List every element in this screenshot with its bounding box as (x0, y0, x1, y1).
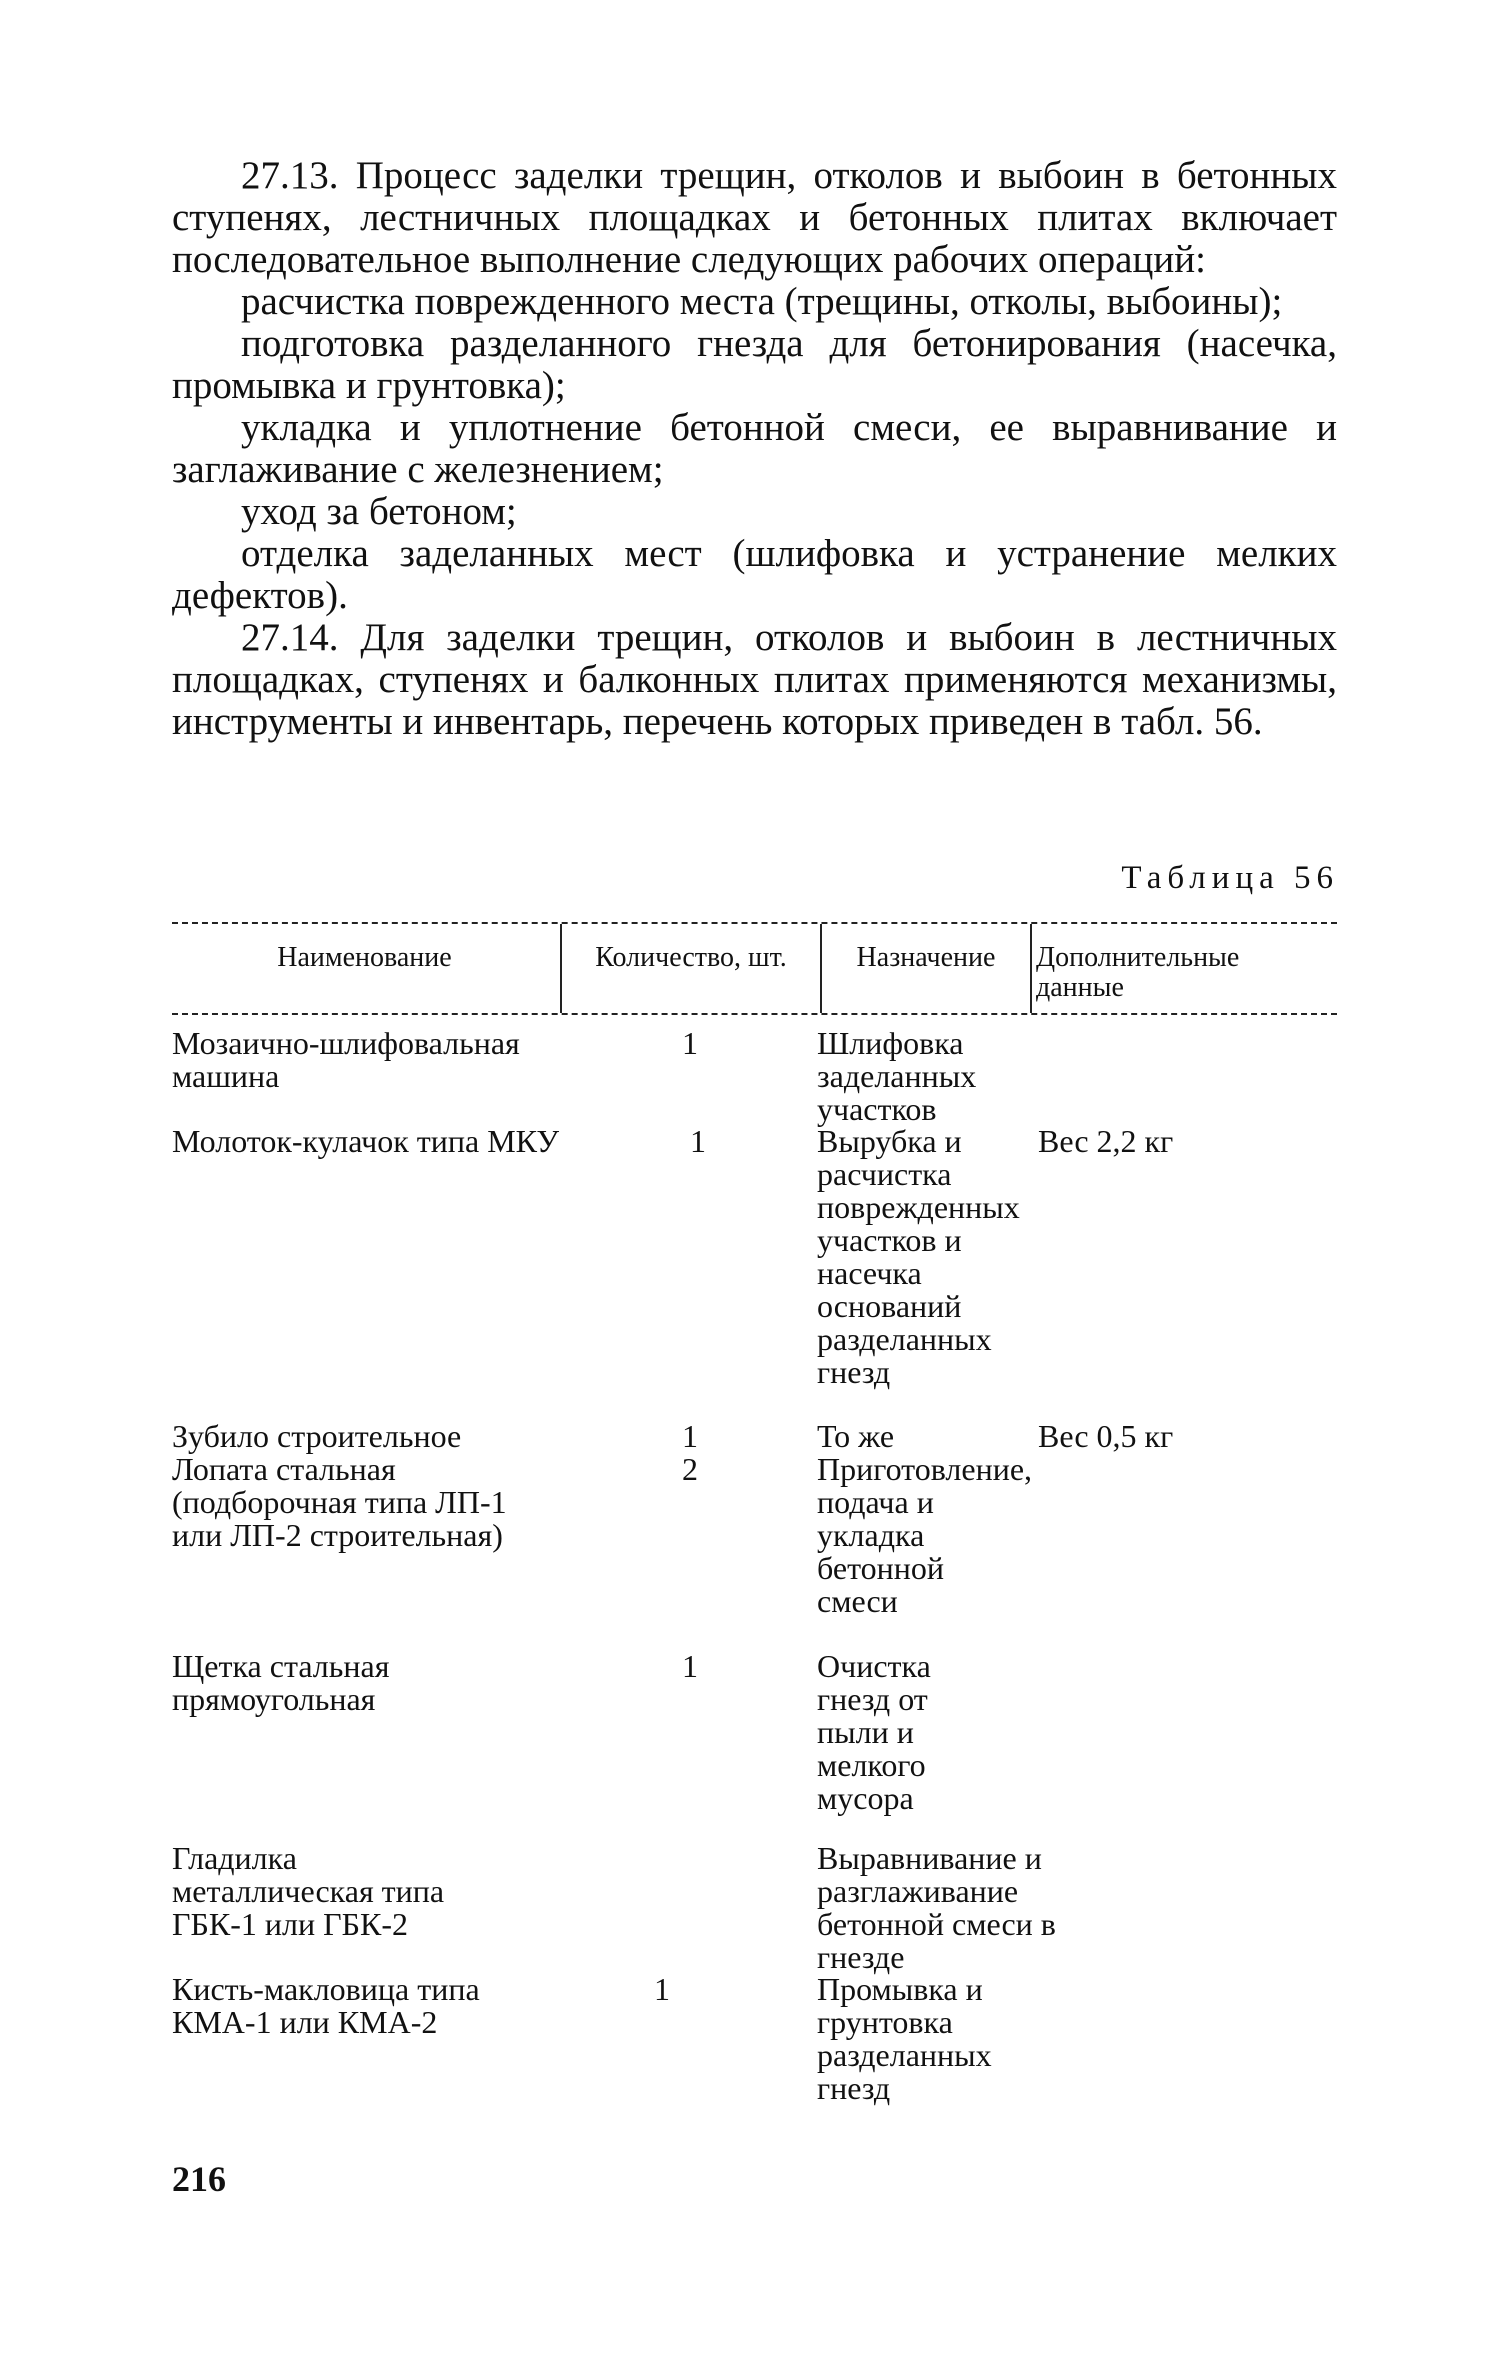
table-row-0-qty: 1 (682, 1025, 698, 1061)
header-purpose: Назначение (856, 942, 996, 973)
table-row-2-purpose: То же (817, 1418, 895, 1454)
table-row-4-purpose: Очистка гнезд от пыли и мелкого мусора (817, 1648, 931, 1816)
table-row-1-name: Молоток-кулачок типа МКУ (172, 1123, 560, 1159)
table-row-1-purpose: Вырубка и расчистка поврежденных участков и насечка оснований разделанных гнезд (817, 1123, 1020, 1390)
page-number: 216 (172, 2159, 226, 2199)
table-top-rule (172, 922, 1337, 924)
paragraph-step-4: уход за бетоном; (241, 490, 517, 533)
table-row-2-extra: Вес 0,5 кг (1038, 1418, 1174, 1454)
table-row-2-name: Зубило строительное (172, 1418, 462, 1454)
table-row-4-qty: 1 (682, 1648, 698, 1684)
table-row-3-purpose: Приготовление, подача и укладка бетонной смеси (817, 1451, 1033, 1619)
table-row-4-name: Щетка стальная прямоугольная (172, 1648, 390, 1717)
column-divider-3 (1030, 924, 1032, 1013)
table-row-0-purpose: Шлифовка заделанных участков (817, 1025, 977, 1127)
paragraph-step-1: расчистка поврежденного места (трещины, отколы, выбоины); (241, 280, 1283, 323)
table-row-3-qty: 2 (682, 1451, 698, 1487)
column-divider-2 (820, 924, 822, 1013)
paragraph-step-5: отделка заделанных мест (шлифовка и устранение мелких дефектов). (172, 532, 1337, 617)
table-row-1-extra: Вес 2,2 кг (1038, 1123, 1174, 1159)
table-row-5-name: Гладилка металлическая типа ГБК-1 или ГБК-2 (172, 1840, 445, 1942)
body-text (172, 155, 1337, 743)
table-row-5-purpose: Выравнивание и разглаживание бетонной смеси в гнезде (817, 1840, 1056, 1975)
paragraph-step-2: подготовка разделанного гнезда для бетонирования (насечка, промывка и грунтовка); (172, 322, 1337, 407)
table-row-6-purpose: Промывка и грунтовка разделанных гнезд (817, 1971, 992, 2106)
paragraph-27-13: 27.13. Процесс заделки трещин, отколов и выбоин в бетонных ступенях, лестничных площадках и бетонных плитах включает последовательное выполнение следующих рабочих операций: (172, 154, 1337, 281)
column-divider-1 (560, 924, 562, 1013)
table-row-6-name: Кисть-макловица типа КМА-1 или КМА-2 (172, 1971, 480, 2040)
paragraph-27-14: 27.14. Для заделки трещин, отколов и выбоин в лестничных площадках, ступенях и балконных плитах применяются механизмы, инструменты и инвентарь, перечень которых приведен в табл. 56. (172, 616, 1337, 743)
paragraph-step-3: укладка и уплотнение бетонной смеси, ее выравнивание и заглаживание с железнением; (172, 406, 1337, 491)
header-quantity: Количество, шт. (595, 942, 787, 973)
table-header-rule (172, 1013, 1337, 1015)
table-caption: Таблица 56 (1121, 860, 1339, 896)
table-row-0-name: Мозаично-шлифовальная машина (172, 1025, 520, 1094)
table-row-1-qty: 1 (690, 1123, 706, 1159)
table-row-6-qty: 1 (654, 1971, 670, 2007)
header-extra: Дополнительные данные (1036, 942, 1240, 1003)
header-name: Наименование (277, 942, 452, 973)
table-row-3-name: Лопата стальная (подборочная типа ЛП-1 или ЛП-2 строительная) (172, 1451, 507, 1553)
table-row-2-qty: 1 (682, 1418, 698, 1454)
